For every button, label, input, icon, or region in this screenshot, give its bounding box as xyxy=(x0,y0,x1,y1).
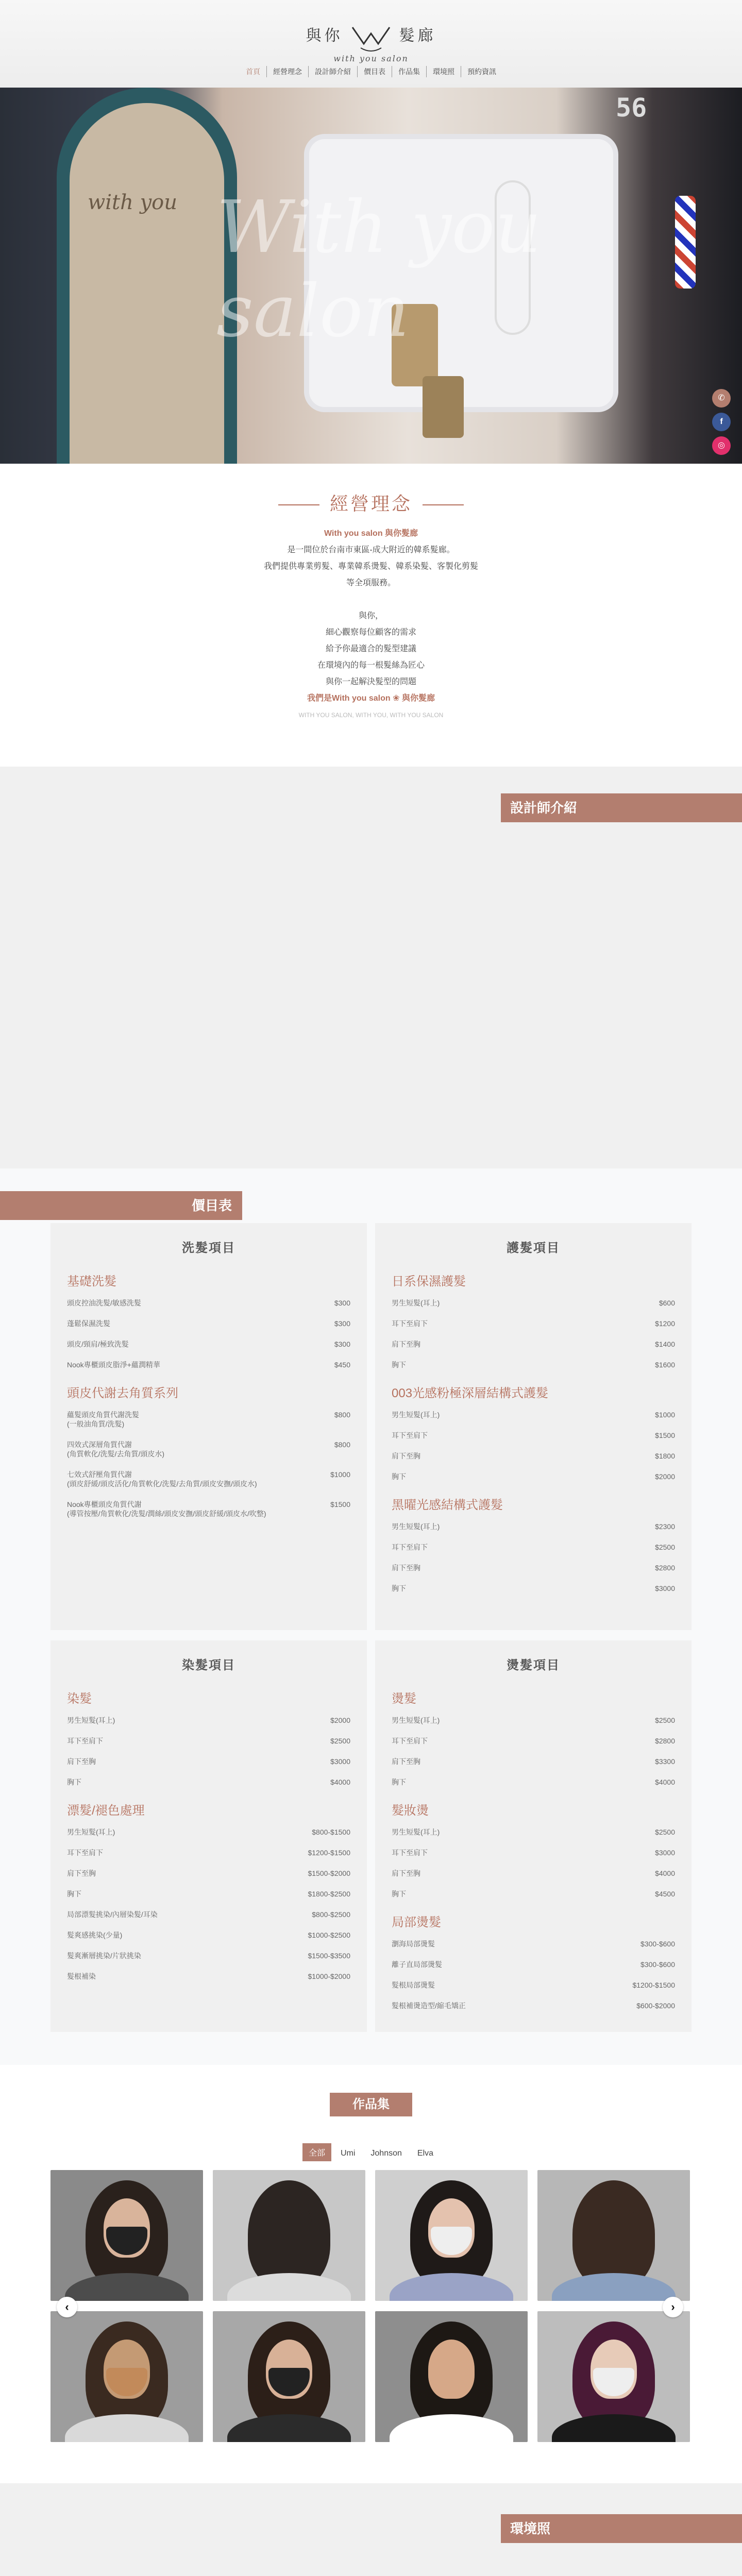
photo-face xyxy=(428,2340,475,2399)
hero-window-text: With you salon xyxy=(216,185,542,353)
price-item-value: $800-$1500 xyxy=(312,1828,350,1836)
price-section-tag: 價目表 xyxy=(0,1191,242,1220)
price-row xyxy=(392,1848,675,1857)
price-item-name: 髮爽漸層挑染/片狀挑染 xyxy=(67,1952,141,1960)
price-item-name: 男生短髮(耳上) xyxy=(392,1522,440,1531)
price-row xyxy=(392,1777,675,1787)
price-item-value: $2500 xyxy=(655,1828,675,1836)
gallery-next-button[interactable]: › xyxy=(663,2297,683,2317)
price-item-name: 男生短髮(耳上) xyxy=(392,1411,440,1419)
price-item-name: 胸下 xyxy=(392,1472,406,1481)
logo-cn-left: 與你 xyxy=(306,27,343,45)
nav-item-2[interactable]: 設計師介紹 xyxy=(309,66,358,77)
price-item-name: 男生短髮(耳上) xyxy=(67,1828,115,1836)
photo-shirt xyxy=(65,2273,189,2301)
works-photo[interactable] xyxy=(537,2311,690,2442)
price-row xyxy=(392,1869,675,1878)
works-photo[interactable] xyxy=(537,2170,690,2301)
price-item-name: 男生短髮(耳上) xyxy=(67,1716,115,1724)
price-row xyxy=(67,1360,350,1369)
price-item-value: $2000 xyxy=(330,1716,350,1724)
environment-section-tag: 環境照 xyxy=(501,2514,742,2543)
price-item-value: $4000 xyxy=(655,1869,675,1877)
philosophy-line xyxy=(0,591,742,608)
logo-scissors-icon xyxy=(350,23,392,54)
price-item-name: 耳下至肩下 xyxy=(67,1849,103,1857)
philosophy-line: 我們是With you salon ❀ 與你髮廊 xyxy=(307,694,435,703)
filter-2[interactable]: Johnson xyxy=(370,2149,402,2158)
works-filter-bar xyxy=(0,2143,742,2161)
price-row xyxy=(67,1972,350,1981)
price-item-name: 髮根補燙造型/縮毛矯正 xyxy=(392,2002,466,2010)
price-item-name: 胸下 xyxy=(392,1890,406,1898)
price-row xyxy=(392,1757,675,1766)
price-item-value: $4500 xyxy=(655,1890,675,1898)
price-item-value: $2800 xyxy=(655,1737,675,1745)
price-item-value: $4000 xyxy=(330,1778,350,1786)
price-row xyxy=(392,1451,675,1461)
price-row xyxy=(67,1736,350,1745)
price-row xyxy=(67,1848,350,1857)
works-photo[interactable] xyxy=(375,2170,528,2301)
price-card xyxy=(50,1640,367,2032)
nav-item-4[interactable]: 作品集 xyxy=(392,66,427,77)
price-item-value: $4000 xyxy=(655,1778,675,1786)
price-item-name: 肩下至胸 xyxy=(392,1757,420,1766)
phone-icon[interactable]: ✆ xyxy=(712,389,731,408)
price-item-value: $1200-$1500 xyxy=(632,1981,675,1989)
philosophy-line: 是一間位於台南市東區-成大附近的韓系髮廊。 xyxy=(287,546,455,554)
nav-item-6[interactable]: 預約資訊 xyxy=(467,67,496,76)
filter-1[interactable]: Umi xyxy=(340,2149,356,2158)
price-card-title: 洗髮項目 xyxy=(182,1241,235,1255)
price-item-value: $1400 xyxy=(655,1340,675,1348)
photo-shirt xyxy=(227,2414,351,2442)
price-item-name: 肩下至胸 xyxy=(392,1340,420,1348)
price-row xyxy=(392,1960,675,1969)
price-group-title: 黑曜光感結構式護髮 xyxy=(392,1498,503,1512)
price-group-title: 日系保濕護髮 xyxy=(392,1275,466,1289)
price-item-value: $300-$600 xyxy=(640,1940,675,1948)
price-row xyxy=(392,1472,675,1481)
price-item-name: 胸下 xyxy=(67,1778,81,1786)
price-item-value: $1000-$2500 xyxy=(308,1931,350,1939)
philosophy-line: WITH YOU SALON, WITH YOU, WITH YOU SALON xyxy=(298,711,444,719)
price-group-title: 003光感粉極深層結構式護髮 xyxy=(392,1386,549,1400)
philosophy-section xyxy=(0,464,742,767)
price-item-value: $600-$2000 xyxy=(636,2002,675,2010)
philosophy-line: 給予你最適合的髮型建議 xyxy=(325,645,416,653)
price-card-title: 染髮項目 xyxy=(182,1658,235,1672)
works-photo[interactable] xyxy=(375,2311,528,2442)
price-row xyxy=(67,1910,350,1919)
price-item-value: $1000 xyxy=(655,1411,675,1419)
nav-item-3[interactable]: 價目表 xyxy=(358,66,392,77)
works-section xyxy=(0,2065,742,2483)
price-section xyxy=(0,1168,742,2065)
price-item-name: 蘊髮頭皮角質代謝洗髮 (一般油角質/洗髮) xyxy=(67,1411,139,1428)
price-item-value: $1500 xyxy=(330,1500,350,1509)
price-item-name: 蓬鬆保濕洗髮 xyxy=(67,1319,110,1328)
price-row xyxy=(392,1889,675,1899)
price-row xyxy=(392,1298,675,1308)
photo-shirt xyxy=(390,2414,513,2442)
hero-door-text: with you xyxy=(88,191,178,214)
philosophy-title: 經營理念 xyxy=(329,493,412,514)
price-row xyxy=(67,1716,350,1725)
price-row xyxy=(392,1939,675,1948)
price-row xyxy=(67,1869,350,1878)
price-item-name: 七效式舒壓角質代謝 (頭皮舒緩/頭皮活化/角質軟化/洗髮/去角質/頭皮安撫/頭皮水) xyxy=(67,1470,257,1488)
price-row xyxy=(67,1440,350,1459)
price-item-value: $2500 xyxy=(655,1716,675,1724)
site-header xyxy=(0,0,742,88)
price-row xyxy=(392,1522,675,1531)
price-item-value: $300 xyxy=(334,1299,350,1307)
price-item-value: $2000 xyxy=(655,1472,675,1481)
instagram-icon[interactable]: ◎ xyxy=(712,436,731,455)
price-card-title: 燙髮項目 xyxy=(507,1658,560,1672)
price-item-name: 男生短髮(耳上) xyxy=(392,1828,440,1836)
price-item-name: Nook專櫃頭皮角質代謝 (導管按壓/角質軟化/洗髮/潤絲/頭皮安撫/頭皮舒緩/頭皮水/吹整) xyxy=(67,1500,266,1518)
price-row xyxy=(392,1360,675,1369)
price-row xyxy=(67,1340,350,1349)
philosophy-line: 我們提供專業剪髮、專業韓系燙髮、韓系染髮、客製化剪髮 xyxy=(263,562,478,571)
photo-shirt xyxy=(552,2273,676,2301)
price-card xyxy=(375,1223,692,1630)
price-item-name: 男生短髮(耳上) xyxy=(392,1716,440,1724)
photo-shirt xyxy=(65,2414,189,2442)
price-item-name: 髮爽感挑染(少量) xyxy=(67,1931,123,1939)
filter-0[interactable]: 全部 xyxy=(302,2143,331,2161)
price-item-value: $3300 xyxy=(655,1757,675,1766)
philosophy-line: With you salon 與你髮廊 xyxy=(324,529,418,538)
filter-3[interactable]: Elva xyxy=(417,2149,434,2158)
price-group-title: 染髮 xyxy=(67,1692,92,1706)
price-row xyxy=(67,1757,350,1766)
philosophy-line: 與你一起解決髮型的問題 xyxy=(325,677,416,686)
price-item-value: $300 xyxy=(334,1319,350,1328)
nav-item-0[interactable]: 首頁 xyxy=(240,66,267,77)
environment-section xyxy=(0,2483,742,2576)
designer-section xyxy=(0,767,742,1168)
photo-shirt xyxy=(390,2273,513,2301)
price-item-value: $3000 xyxy=(330,1757,350,1766)
philosophy-line: 與你， xyxy=(358,612,383,620)
price-item-name: 髮根局部燙髮 xyxy=(392,1981,435,1989)
price-item-name: 肩下至胸 xyxy=(67,1869,96,1877)
logo-en: with you salon xyxy=(333,54,409,63)
photo-shirt xyxy=(552,2414,676,2442)
designer-section-tag: 設計師介紹 xyxy=(501,793,742,822)
price-item-name: 肩下至胸 xyxy=(392,1869,420,1877)
price-item-value: $1600 xyxy=(655,1361,675,1369)
price-row xyxy=(392,2001,675,2010)
hero-building-number: 56 xyxy=(616,93,647,123)
philosophy-title-row xyxy=(0,489,742,516)
price-row xyxy=(67,1827,350,1837)
price-item-value: $1000 xyxy=(330,1470,350,1479)
price-item-value: $300-$600 xyxy=(640,1960,675,1969)
price-row xyxy=(392,1980,675,1990)
price-item-name: 局部漂髮挑染/內層染髮/耳染 xyxy=(67,1910,158,1919)
gallery-prev-button[interactable]: ‹ xyxy=(57,2297,77,2317)
price-group-title: 漂髮/褪色處理 xyxy=(67,1804,145,1818)
price-row xyxy=(392,1410,675,1419)
main-nav xyxy=(0,66,742,77)
price-item-value: $2300 xyxy=(655,1522,675,1531)
price-item-name: 四效式深層角質代謝 (角質軟化/洗髮/去角質/頭皮水) xyxy=(67,1440,164,1458)
price-row xyxy=(392,1827,675,1837)
price-item-value: $1500 xyxy=(655,1431,675,1439)
price-item-name: 頭皮/頸肩/極致洗髮 xyxy=(67,1340,129,1348)
price-row xyxy=(392,1563,675,1572)
hero-banner xyxy=(0,88,742,464)
photo-face xyxy=(591,2198,637,2258)
hero-chair xyxy=(423,376,464,438)
price-card xyxy=(375,1640,692,2032)
title-line-right xyxy=(423,504,464,505)
photo-shirt xyxy=(227,2273,351,2301)
barber-pole xyxy=(675,196,696,289)
price-item-value: $2500 xyxy=(330,1737,350,1745)
price-item-name: 瀏海局部燙髮 xyxy=(392,1940,435,1948)
price-item-value: $1800-$2500 xyxy=(308,1890,350,1898)
price-item-value: $600 xyxy=(659,1299,675,1307)
price-item-name: 男生短髮(耳上) xyxy=(392,1299,440,1307)
price-item-name: 耳下至肩下 xyxy=(392,1737,428,1745)
philosophy-line: 等全項服務。 xyxy=(346,579,396,587)
price-item-value: $3000 xyxy=(655,1849,675,1857)
price-item-name: 胸下 xyxy=(67,1890,81,1898)
price-item-name: 肩下至胸 xyxy=(392,1564,420,1572)
philosophy-line: 細心觀察每位顧客的需求 xyxy=(325,628,416,637)
price-row xyxy=(67,1930,350,1940)
price-row xyxy=(392,1431,675,1440)
price-row xyxy=(392,1716,675,1725)
site-logo[interactable] xyxy=(289,6,453,68)
photo-face xyxy=(266,2198,312,2258)
price-row xyxy=(392,1340,675,1349)
works-photo[interactable] xyxy=(50,2311,203,2442)
philosophy-line: 在環境內的每一根髮絲為匠心 xyxy=(317,661,425,670)
price-row xyxy=(67,1410,350,1429)
price-item-value: $1200 xyxy=(655,1319,675,1328)
price-item-name: 耳下至肩下 xyxy=(67,1737,103,1745)
price-row xyxy=(67,1500,350,1518)
price-row xyxy=(392,1319,675,1328)
price-row xyxy=(67,1777,350,1787)
price-item-value: $1500-$3500 xyxy=(308,1952,350,1960)
price-item-name: 離子直局部燙髮 xyxy=(392,1960,442,1969)
price-row xyxy=(67,1319,350,1328)
price-group-title: 髮妝燙 xyxy=(392,1804,429,1818)
price-row xyxy=(392,1543,675,1552)
price-item-value: $1000-$2000 xyxy=(308,1972,350,1980)
price-group-title: 燙髮 xyxy=(392,1692,416,1706)
price-row xyxy=(67,1951,350,1960)
hero-door-panel xyxy=(70,103,224,464)
price-group-title: 基礎洗髮 xyxy=(67,1275,116,1289)
price-item-name: 髮根補染 xyxy=(67,1972,96,1980)
price-item-name: Nook專櫃頭皮脂淨+蘊潤精華 xyxy=(67,1361,160,1369)
price-item-name: 耳下至肩下 xyxy=(392,1543,428,1551)
philosophy-body xyxy=(0,526,742,723)
price-item-name: 耳下至肩下 xyxy=(392,1849,428,1857)
works-section-tag: 作品集 xyxy=(330,2093,412,2116)
price-item-name: 耳下至肩下 xyxy=(392,1319,428,1328)
works-photo[interactable] xyxy=(213,2311,365,2442)
works-photo[interactable] xyxy=(213,2170,365,2301)
price-row xyxy=(67,1470,350,1488)
logo-cn-right: 髮廊 xyxy=(399,27,436,45)
price-row xyxy=(392,1584,675,1593)
price-item-name: 胸下 xyxy=(392,1361,406,1369)
price-item-value: $1500-$2000 xyxy=(308,1869,350,1877)
price-item-value: $300 xyxy=(334,1340,350,1348)
nav-item-1[interactable]: 經營理念 xyxy=(267,66,309,77)
price-item-name: 頭皮控油洗髮/敏感洗髮 xyxy=(67,1299,141,1307)
price-item-value: $3000 xyxy=(655,1584,675,1592)
works-photo[interactable] xyxy=(50,2170,203,2301)
price-item-value: $450 xyxy=(334,1361,350,1369)
nav-item-5[interactable]: 環境照 xyxy=(427,66,461,77)
price-item-value: $800-$2500 xyxy=(312,1910,350,1919)
price-item-name: 胸下 xyxy=(392,1778,406,1786)
price-item-name: 耳下至肩下 xyxy=(392,1431,428,1439)
price-card-title: 護髮項目 xyxy=(507,1241,560,1255)
price-item-value: $800 xyxy=(334,1411,350,1419)
price-item-value: $1800 xyxy=(655,1452,675,1460)
price-item-value: $1200-$1500 xyxy=(308,1849,350,1857)
price-item-name: 肩下至胸 xyxy=(67,1757,96,1766)
facebook-icon[interactable]: f xyxy=(712,413,731,431)
price-row xyxy=(67,1889,350,1899)
price-group-title: 頭皮代謝去角質系列 xyxy=(67,1386,178,1400)
price-row xyxy=(67,1298,350,1308)
price-item-value: $2500 xyxy=(655,1543,675,1551)
price-group-title: 局部燙髮 xyxy=(392,1916,441,1929)
price-item-name: 胸下 xyxy=(392,1584,406,1592)
price-row xyxy=(392,1736,675,1745)
title-line-left xyxy=(278,504,319,505)
price-item-name: 肩下至胸 xyxy=(392,1452,420,1460)
price-card xyxy=(50,1223,367,1630)
price-item-value: $2800 xyxy=(655,1564,675,1572)
price-item-value: $800 xyxy=(334,1440,350,1449)
